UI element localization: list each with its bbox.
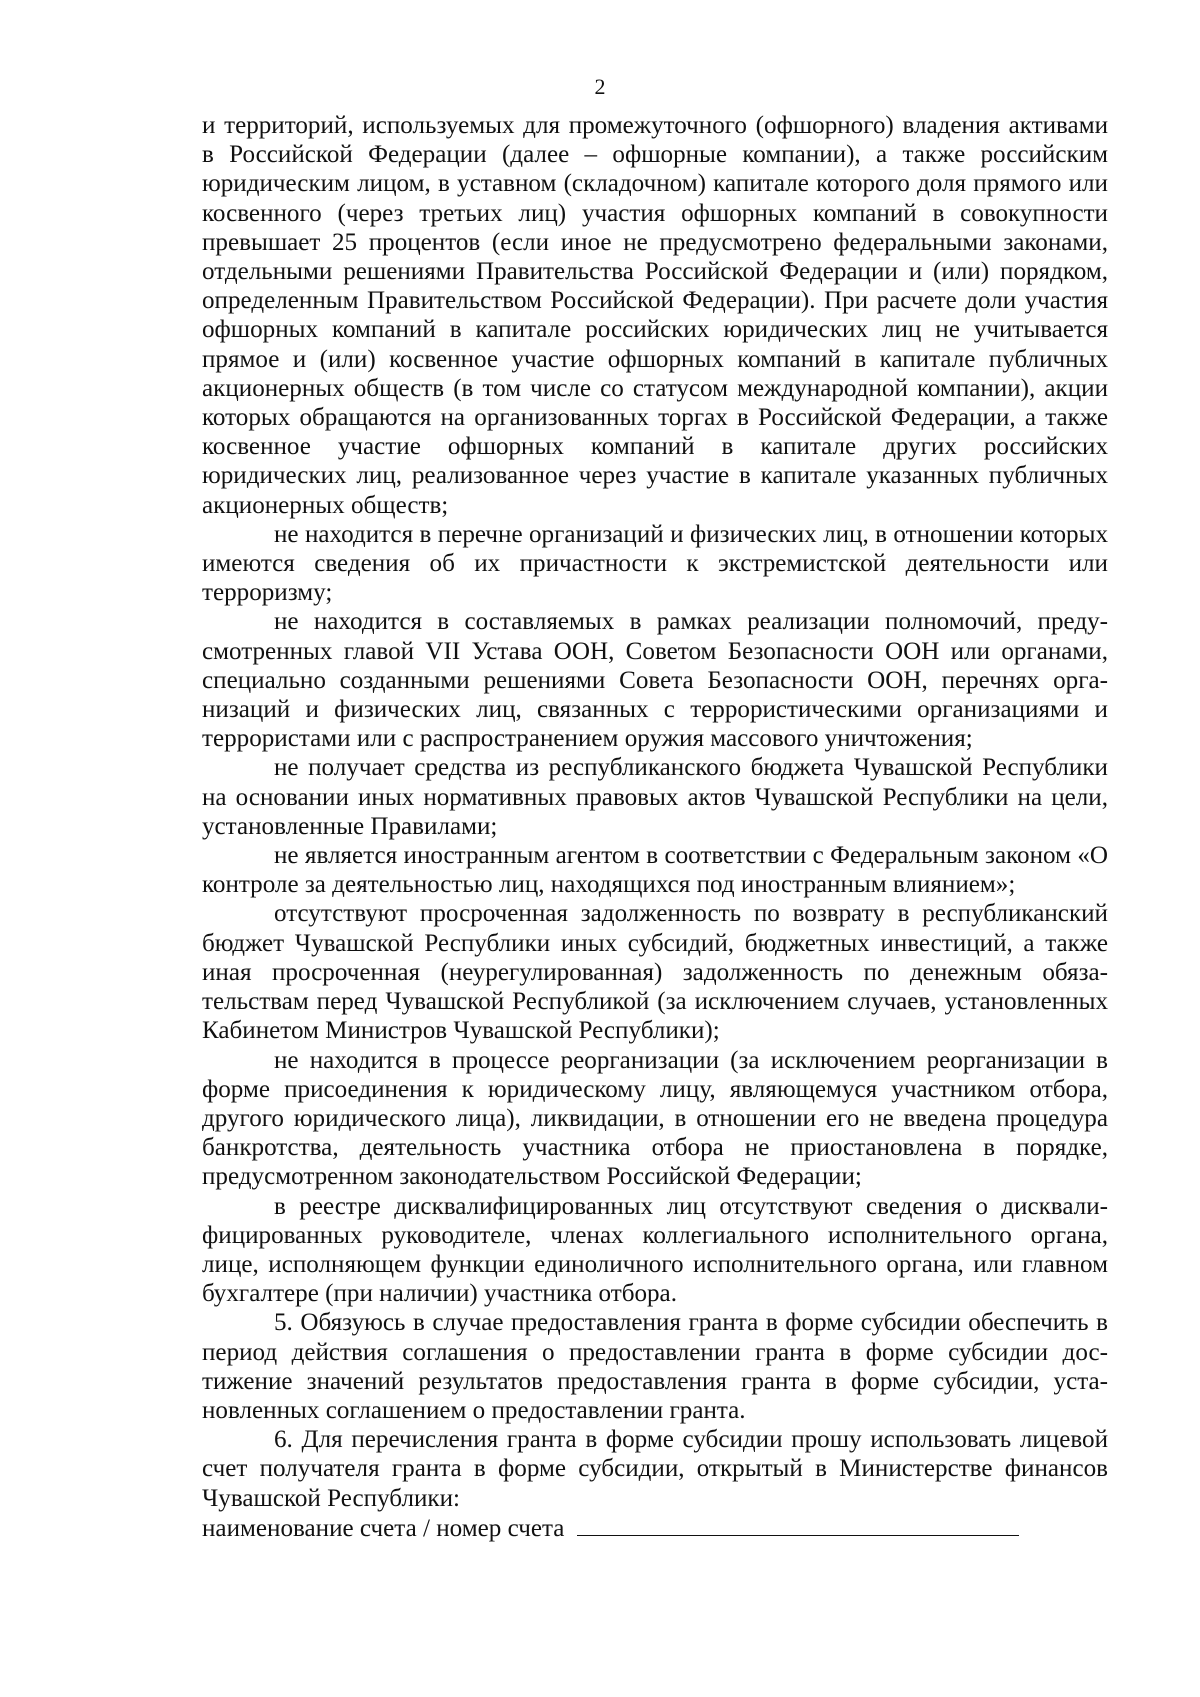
account-field-blank[interactable] — [577, 1513, 1019, 1536]
account-field-row — [202, 1513, 1108, 1543]
paragraph-not-foreign-agent: не является иностранным агентом в соответствии с Федеральным законом «О контроле за деятельностью лиц, находящихся под иностранным влиянием»; — [202, 842, 1108, 899]
paragraph-extremism-list: не находится в перечне организаций и физических лиц, в отношении которых имеются сведения об их причастности к экстремистской деятельности или терроризму; — [202, 520, 1108, 607]
document-body — [202, 111, 1108, 1543]
page-number: 2 — [594, 74, 606, 99]
account-field-label: наименование счета / номер счета — [202, 1514, 565, 1542]
paragraph-no-overdue-debt: отсутствуют просроченная задолженность по возврату в республиканский бюджет Чувашской Республики иных субсидий, бюджетных инвестиций, а также иная просроченная (неурегулированная) задолженность по денежным обязательствам перед Чувашской Республикой (за исключением случаев, установленных Кабинетом Министров Чувашской Республики); — [202, 900, 1108, 1045]
paragraph-item-5-obligation: 5. Обязуюсь в случае предоставления гранта в форме субсидии обеспечить в период действия соглашения о предоставлении гранта в форме субсидии достижение значений результатов предоставления гранта в форме субсидии, установленных соглашением о предоставлении гранта. — [202, 1309, 1108, 1424]
paragraph-no-other-budget-funds: не получает средства из республиканского бюджета Чувашской Республики на основании иных нормативных правовых актов Чувашской Республики на цели, установленные Правилами; — [202, 754, 1108, 840]
paragraph-disqualified-persons: в реестре дисквалифицированных лиц отсутствуют сведения о дисквалифицированных руководителе, членах коллегиального исполнительного органа, лице, исполняющем функции единоличного исполнительного органа, или главном бухгалтере (при наличии) участника отбора. — [202, 1192, 1108, 1308]
paragraph-item-6-account: 6. Для перечисления гранта в форме субсидии прошу использовать лицевой счет получателя гранта в форме субсидии, открытый в Министерстве финансов Чувашской Республики: — [202, 1426, 1108, 1512]
paragraph-offshore-continuation: и территорий, используемых для промежуточного (офшорного) владения активами в Российской Федерации (далее – офшорные компании), а также российским юридическим лицом, в уставном (складочном) капитале которого доля прямого или косвенного (через третьих лиц) участия офшорных компаний в совокупности превышает 25 процентов (если иное не предусмотрено федеральными законами, отдельными решениями Правительства Российской Федерации и (или) порядком, определенным Правительством Российской Федерации). При расчете доли участия офшорных компаний в капитале российских юридических лиц не учитывается прямое и (или) косвенное участие офшорных компаний в капитале публичных акционерных обществ (в том числе со статусом международной компании), акции которых обращаются на организованных торгах в Российской Федерации, а также косвенное участие офшорных компаний в капитале других российских юридических лиц, реализованное через участие в капитале указанных публичных акционерных обществ; — [202, 112, 1108, 519]
paragraph-un-sanctions-list: не находится в составляемых в рамках реализации полномочий, предусмотренных главой VII Устава ООН, Советом Безопасности ООН или органами, специально созданными решениями Совета Безопасности ООН, перечнях организаций и физических лиц, связанных с террористическими организациями и террористами или с распространением оружия массового уничтожения; — [202, 608, 1108, 753]
paragraph-no-reorganization: не находится в процессе реорганизации (за исключением реорганизации в форме присоединения к юридическому лицу, являющемуся участником отбора, другого юридического лица), ликвидации, в отношении его не введена процедура банкротства, деятельность участника отбора не приостановлена в порядке, предусмотренном законодательством Российской Федерации; — [202, 1046, 1108, 1191]
